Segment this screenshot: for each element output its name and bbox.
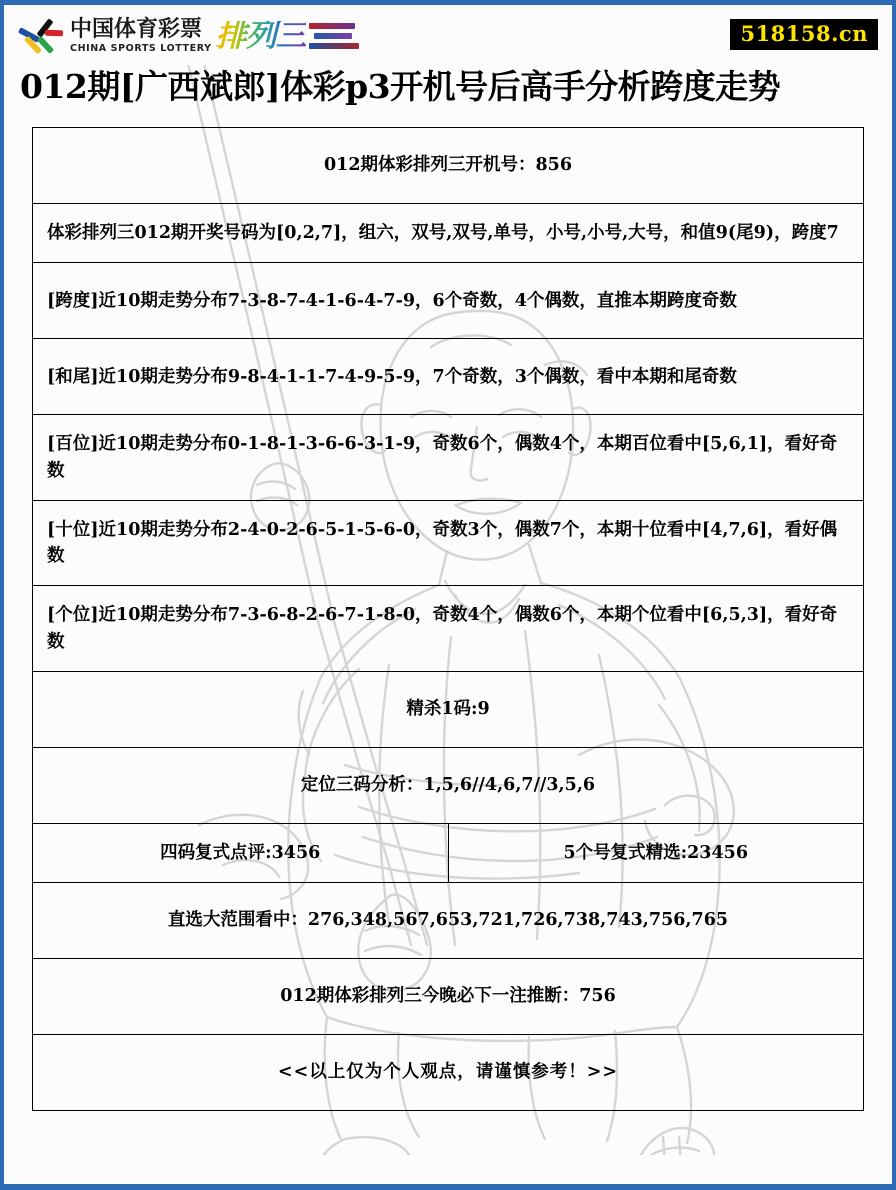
table-row-zhixuan [33,883,864,959]
sports-lottery-mark-icon [18,14,64,58]
table-row-tuiduan [33,959,864,1035]
logo-text-block [70,16,212,54]
table-row-dingwei [33,747,864,823]
cell-hewei-trend: [和尾]近10期走势分布9-8-4-1-1-7-4-9-5-9，7个奇数，3个偶数，看中本期和尾奇数 [33,339,864,415]
page-title: 012期[广西斌郎]体彩p3开机号后高手分析跨度走势 [20,67,781,106]
cell-four-code-review: 四码复式点评:3456 [33,823,449,882]
logo-three-bars-icon [309,20,361,52]
logo-english-name: CHINA SPORTS LOTTERY [70,42,212,54]
cell-jingsha-kill-one: 精杀1码:9 [33,671,864,747]
cell-tonight-bet-prediction: 012期体彩排列三今晚必下一注推断：756 [33,959,864,1035]
logo-game-name: 排列三 [215,17,306,54]
cell-dingwei-three-code: 定位三码分析：1,5,6//4,6,7//3,5,6 [33,747,864,823]
cell-shiwei-trend: [十位]近10期走势分布2-4-0-2-6-5-1-5-6-0，奇数3个，偶数7个，本期十位看中[4,7,6]，看好偶数 [33,500,864,586]
cell-gewei-trend: [个位]近10期走势分布7-3-6-8-2-6-7-1-8-0，奇数4个，偶数6个，本期个位看中[6,5,3]，看好奇数 [33,586,864,672]
table-row-kaijiang [33,204,864,263]
table-row-hewei [33,339,864,415]
table-row-kuadu [33,263,864,339]
site-url-badge[interactable]: 518158.cn [730,19,878,50]
logo-chinese-name: 中国体育彩票 [70,16,203,42]
table-row-fushi [33,823,864,882]
cell-disclaimer: <<以上仅为个人观点，请谨慎参考！>> [33,1035,864,1111]
cell-kaijiang-result: 体彩排列三012期开奖号码为[0,2,7]，组六，双号,双号,单号，小号,小号,大号，和值9(尾9)，跨度7 [33,204,864,263]
cell-zhixuan-range: 直选大范围看中：276,348,567,653,721,726,738,743,756,765 [33,883,864,959]
table-row-kaiji [33,128,864,204]
cell-baiwei-trend: [百位]近10期走势分布0-1-8-1-3-6-6-3-1-9，奇数6个，偶数4个，本期百位看中[5,6,1]，看好奇数 [33,415,864,501]
cell-kaiji-number: 012期体彩排列三开机号：856 [33,128,864,204]
forecast-table [32,127,864,1111]
table-row-disclaimer [33,1035,864,1111]
table-row-jingsha [33,671,864,747]
table-row-gewei [33,586,864,672]
table-row-baiwei [33,415,864,501]
table-row-shiwei [33,500,864,586]
site-header [4,5,892,63]
page-inner [4,5,892,1184]
cell-five-number-selection: 5个号复式精选:23456 [448,823,864,882]
cell-kuadu-trend: [跨度]近10期走势分布7-3-8-7-4-1-6-4-7-9，6个奇数，4个偶数，直推本期跨度奇数 [33,263,864,339]
